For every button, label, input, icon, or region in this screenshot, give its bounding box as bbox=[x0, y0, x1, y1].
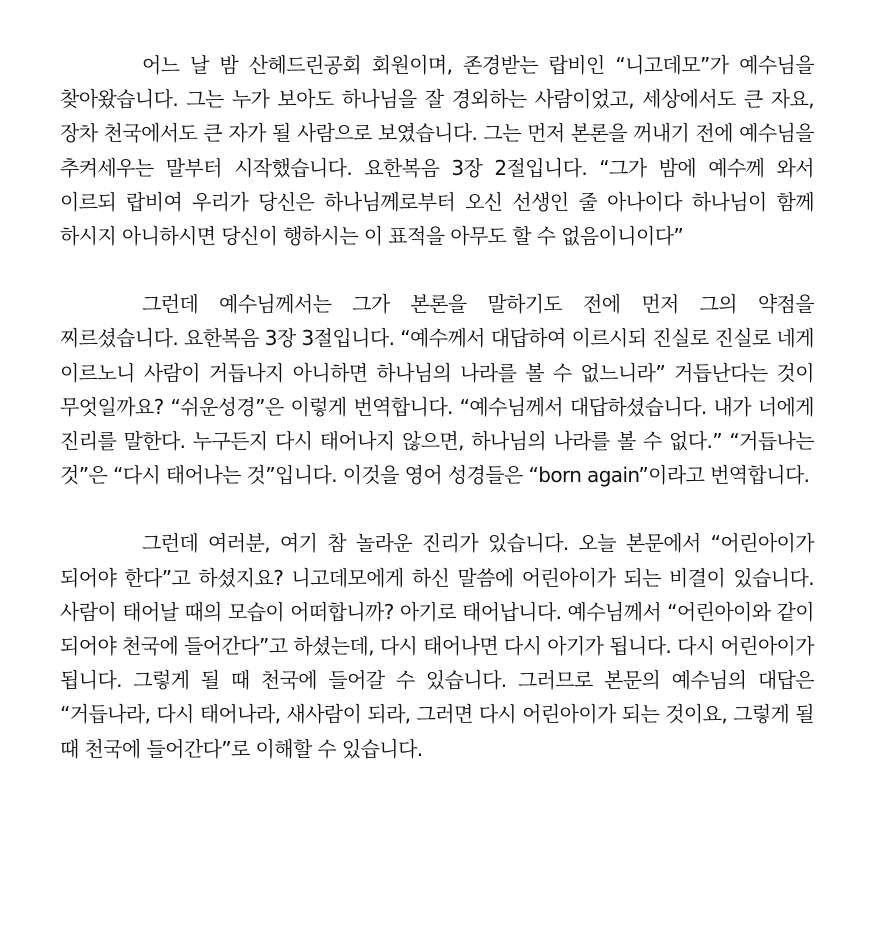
paragraph-3: 그런데 여러분, 여기 참 놀라운 진리가 있습니다. 오늘 본문에서 “어린아이가 되어야 한다”고 하셨지요? 니고데모에게 하신 말씀에 어린아이가 되는 비결이 있습니다. 사람이 태어날 때의 모습이 어떠합니까? 아기로 태어납니다. 예수님께서 “어린아이와 같이 되어야 천국에 들어간다”고 하셨는데, 다시 태어나면 다시 아기가 됩니다. 다시 어린아이가 됩니다. 그렇게 될 때 천국에 들어갈 수 있습니다. 그러므로 본문의 예수님의 대답은 “거듭나라, 다시 태어나라, 새사람이 되라, 그러면 다시 어린아이가 되는 것이요, 그렇게 될 때 천국에 들어간다”로 이해할 수 있습니다. bbox=[60, 531, 814, 761]
paragraph-1: 어느 날 밤 산헤드린공회 회원이며, 존경받는 랍비인 “니고데모”가 예수님을 찾아왔습니다. 그는 누가 보아도 하나님을 잘 경외하는 사람이었고, 세상에서도 큰 자요, 장차 천국에서도 큰 자가 될 사람으로 보였습니다. 그는 먼저 본론을 꺼내기 전에 예수님을 추켜세우는 말부터 시작했습니다. 요한복음 3장 2절입니다. “그가 밤에 예수께 와서 이르되 랍비여 우리가 당신은 하나님께로부터 오신 선생인 줄 아나이다 하나님이 함께 하시지 아니하시면 당신이 행하시는 이 표적을 아무도 할 수 없음이니이다” bbox=[60, 53, 814, 249]
paragraph-2: 그런데 예수님께서는 그가 본론을 말하기도 전에 먼저 그의 약점을 찌르셨습니다. 요한복음 3장 3절입니다. “예수께서 대답하여 이르시되 진실로 진실로 네게 이르노니 사람이 거듭나지 아니하면 하나님의 나라를 볼 수 없느니라” 거듭난다는 것이 무엇일까요? “쉬운성경”은 이렇게 번역합니다. “예수님께서 대답하셨습니다. 내가 너에게 진리를 말한다. 누구든지 다시 태어나지 않으면, 하나님의 나라를 볼 수 없다.” “거듭나는 것”은 “다시 태어나는 것”입니다. 이것을 영어 성경들은 “born again”이라고 번역합니다. bbox=[60, 292, 814, 488]
sermon-document bbox=[60, 48, 814, 800]
